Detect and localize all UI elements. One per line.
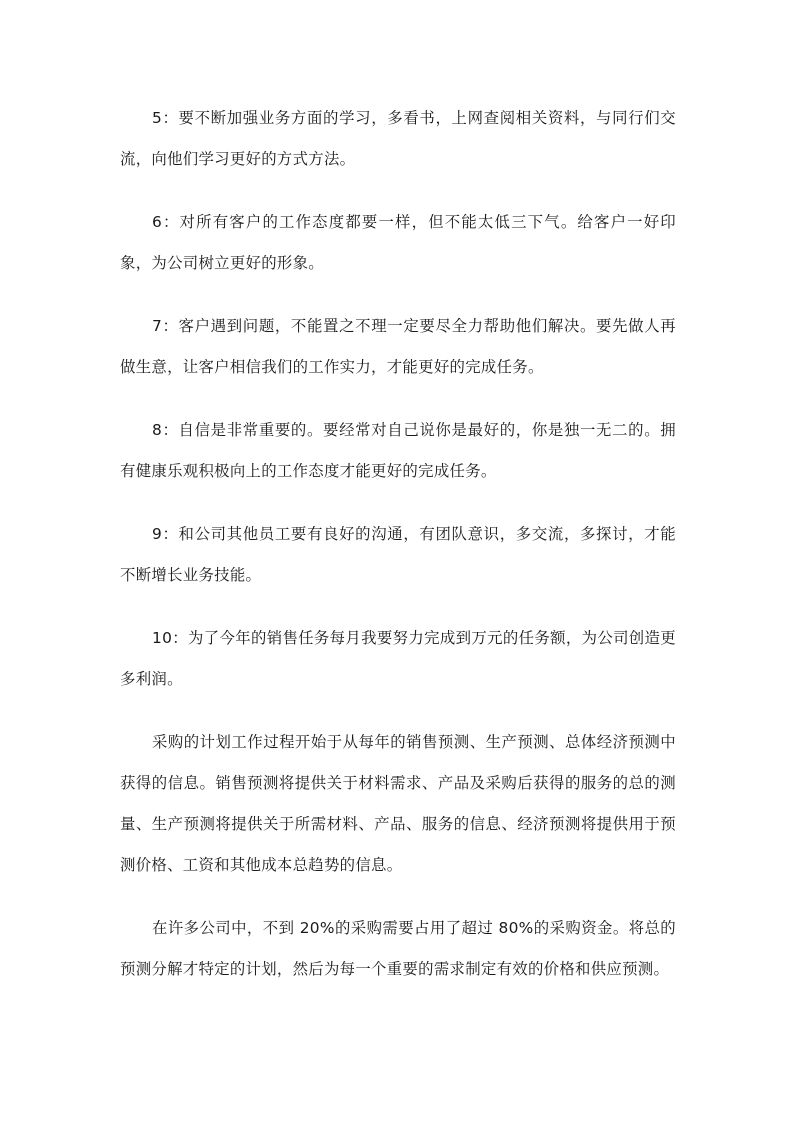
paragraph-procurement-planning: 采购的计划工作过程开始于从每年的销售预测、生产预测、总体经济预测中获得的信息。销售预测将提供关于材料需求、产品及采购后获得的服务的总的测量、生产预测将提供关于所需材料、产品、服务的信息、经济预测将提供用于预测价格、工资和其他成本总趋势的信息。 bbox=[120, 733, 676, 874]
paragraph-item-10: 10：为了今年的销售任务每月我要努力完成到万元的任务额，为公司创造更多利润。 bbox=[120, 629, 676, 688]
paragraph-item-9: 9：和公司其他员工要有良好的沟通，有团队意识，多交流，多探讨，才能不断增长业务技能。 bbox=[120, 525, 676, 584]
paragraph-item-5: 5：要不断加强业务方面的学习，多看书，上网查阅相关资料，与同行们交流，向他们学习更好的方式方法。 bbox=[120, 109, 676, 168]
paragraph-item-7: 7：客户遇到问题，不能置之不理一定要尽全力帮助他们解决。要先做人再做生意，让客户相信我们的工作实力，才能更好的完成任务。 bbox=[120, 317, 676, 376]
paragraph-procurement-funds: 在许多公司中，不到 20%的采购需要占用了超过 80%的采购资金。将总的预测分解才特定的计划，然后为每一个重要的需求制定有效的价格和供应预测。 bbox=[120, 919, 676, 978]
paragraph-item-8: 8：自信是非常重要的。要经常对自己说你是最好的，你是独一无二的。拥有健康乐观积极向上的工作态度才能更好的完成任务。 bbox=[120, 421, 676, 480]
paragraph-item-6: 6：对所有客户的工作态度都要一样，但不能太低三下气。给客户一好印象，为公司树立更好的形象。 bbox=[120, 213, 676, 272]
document-body bbox=[120, 98, 676, 990]
